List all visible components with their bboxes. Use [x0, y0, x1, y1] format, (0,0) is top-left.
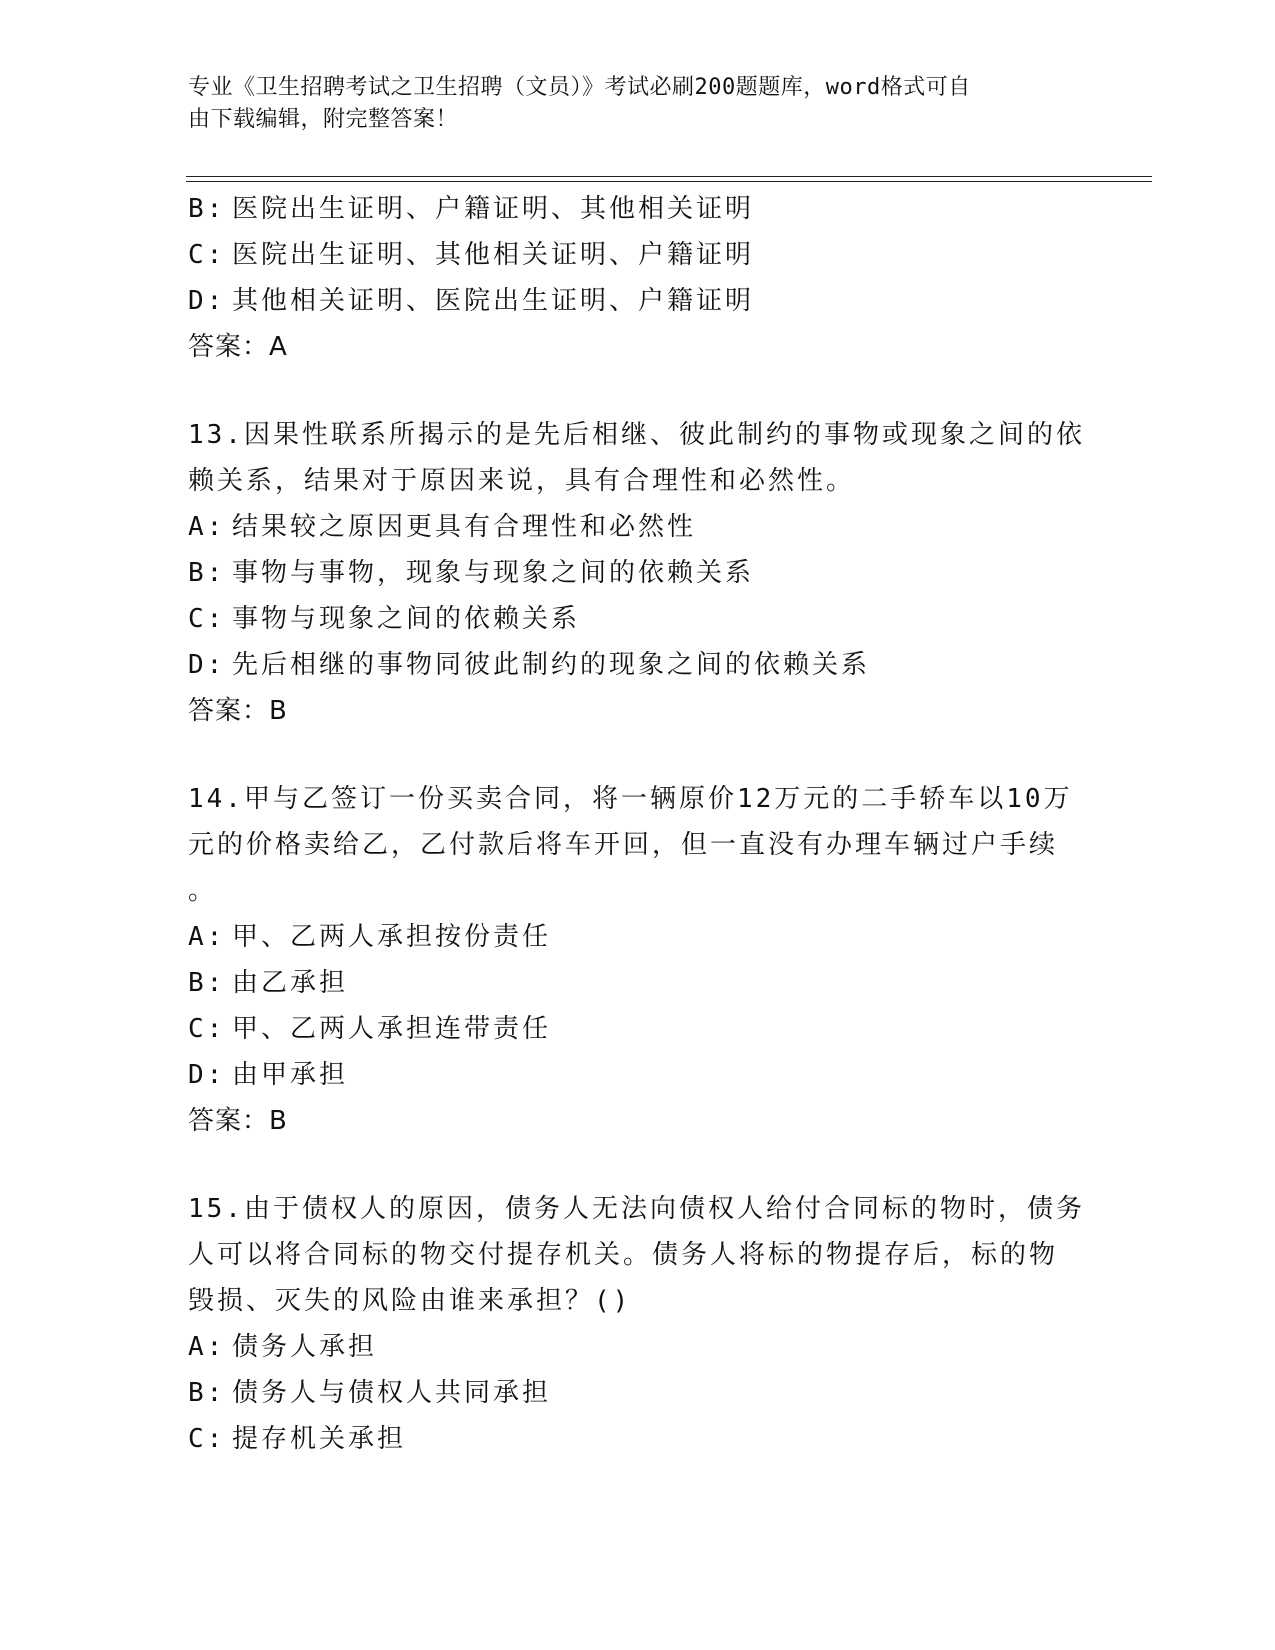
option-c [188, 232, 1088, 278]
question-text-line: 元的价格卖给乙，乙付款后将车开回，但一直没有办理车辆过户手续 [188, 830, 1059, 860]
question-text-line: 人可以将合同标的物交付提存机关。债务人将标的物提存后，标的物 [188, 1240, 1059, 1270]
option-key: C: [188, 604, 226, 634]
option-text: 其他相关证明、医院出生证明、户籍证明 [232, 286, 755, 316]
option-text: 债务人与债权人共同承担 [232, 1378, 552, 1408]
option-key: D: [188, 650, 226, 680]
option-key: C: [188, 1424, 226, 1454]
question-text-line: 15.由于债权人的原因，债务人无法向债权人给付合同标的物时，债务 [188, 1194, 1085, 1224]
option-text: 事物与现象之间的依赖关系 [232, 604, 581, 634]
document-header [188, 72, 1068, 136]
answer-line: 答案：A [188, 332, 288, 362]
question-text-line: 14.甲与乙签订一份买卖合同，将一辆原价12万元的二手轿车以10万 [188, 784, 1073, 814]
option-text: 医院出生证明、户籍证明、其他相关证明 [232, 194, 755, 224]
option-text: 医院出生证明、其他相关证明、户籍证明 [232, 240, 755, 270]
option-key: C: [188, 1014, 226, 1044]
option-key: A: [188, 1332, 226, 1362]
question-text-line: 毁损、灭失的风险由谁来承担？() [188, 1286, 632, 1316]
option-text: 甲、乙两人承担连带责任 [232, 1014, 552, 1044]
option-text: 由甲承担 [232, 1060, 349, 1090]
header-line-2: 由下载编辑，附完整答案！ [188, 107, 459, 132]
question-12-tail [188, 186, 1088, 370]
question-text-line: 。 [188, 876, 218, 906]
option-a [188, 1324, 1088, 1370]
option-a [188, 914, 1088, 960]
option-key: B: [188, 558, 226, 588]
header-divider-top [186, 176, 1152, 177]
option-key: A: [188, 922, 226, 952]
option-key: B: [188, 194, 226, 224]
option-d [188, 642, 1088, 688]
answer-line: 答案：B [188, 696, 288, 726]
question-15 [188, 1186, 1088, 1462]
option-d [188, 1052, 1088, 1098]
option-key: B: [188, 1378, 226, 1408]
document-body [188, 186, 1088, 1462]
question-text-line: 赖关系，结果对于原因来说，具有合理性和必然性。 [188, 466, 856, 496]
option-c [188, 1006, 1088, 1052]
question-14 [188, 776, 1088, 1144]
option-key: D: [188, 1060, 226, 1090]
option-d [188, 278, 1088, 324]
option-b [188, 186, 1088, 232]
option-key: C: [188, 240, 226, 270]
answer-line: 答案：B [188, 1106, 288, 1136]
option-text: 事物与事物，现象与现象之间的依赖关系 [232, 558, 755, 588]
option-key: A: [188, 512, 226, 542]
option-text: 由乙承担 [232, 968, 349, 998]
header-line-1: 专业《卫生招聘考试之卫生招聘（文员）》考试必刷200题题库，word格式可自 [188, 75, 971, 100]
option-b [188, 550, 1088, 596]
option-b [188, 1370, 1088, 1416]
option-key: B: [188, 968, 226, 998]
option-c [188, 596, 1088, 642]
option-text: 结果较之原因更具有合理性和必然性 [232, 512, 697, 542]
option-text: 甲、乙两人承担按份责任 [232, 922, 552, 952]
option-text: 先后相继的事物同彼此制约的现象之间的依赖关系 [232, 650, 871, 680]
option-c [188, 1416, 1088, 1462]
option-text: 债务人承担 [232, 1332, 378, 1362]
option-text: 提存机关承担 [232, 1424, 407, 1454]
option-a [188, 504, 1088, 550]
header-divider-bottom [186, 181, 1152, 182]
question-text-line: 13.因果性联系所揭示的是先后相继、彼此制约的事物或现象之间的依 [188, 420, 1085, 450]
option-key: D: [188, 286, 226, 316]
question-13 [188, 412, 1088, 734]
option-b [188, 960, 1088, 1006]
